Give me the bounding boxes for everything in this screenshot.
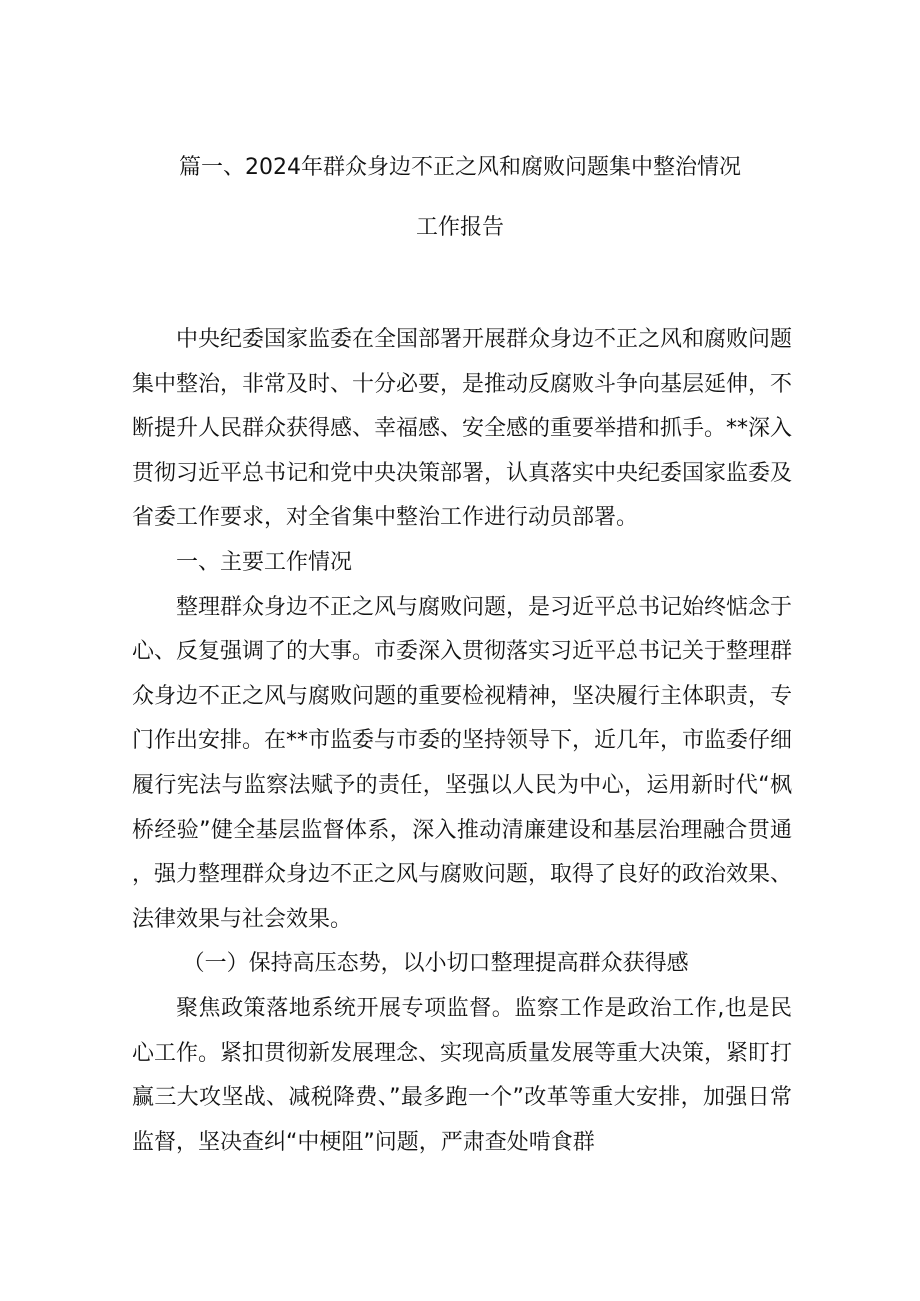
- section-heading-1: 一、主要工作情况: [176, 549, 353, 575]
- document-title-line-2: 工作报告: [415, 215, 504, 240]
- intro-paragraph: 中央纪委国家监委在全国部署开展群众身边不正之风和腐败问题集中整治，非常及时、十分必要，是推动反腐败斗争向基层延伸，不断提升人民群众获得感、幸福感、安全感的重要举措和抓手。**深入贯彻习近平总书记和党中央决策部署，认真落实中央纪委国家监委及省委工作要求，对全省集中整治工作进行动员部署。: [132, 327, 793, 531]
- section-1-paragraph: 整理群众身边不正之风与腐败问题，是习近平总书记始终惦念于心、反复强调了的大事。市委深入贯彻落实习近平总书记关于整理群众身边不正之风与腐败问题的重要检视精神，坚决履行主体职责，专门作出安排。在**市监委与市委的坚持领导下，近几年，市监委仔细履行宪法与监察法赋予的责任，坚强以人民为中心，运用新时代“枫桥经验”健全基层监督体系，深入推动清廉建设和基层治理融合贯通，强力整理群众身边不正之风与腐败问题，取得了良好的政治效果、法律效果与社会效果。: [132, 594, 793, 932]
- document-body: [132, 318, 792, 1165]
- subsection-1-paragraph: 聚焦政策落地系统开展专项监督。监察工作是政治工作,也是民心工作。紧扣贯彻新发展理念、实现高质量发展等重大决策，紧盯打赢三大攻坚战、减税降费、”最多跑一个”改革等重大安排，加强日常监督，坚决查纠“中梗阻”问题，严肃查处啃食群: [132, 995, 793, 1155]
- document-title-line-1: 篇一、2024年群众身边不正之风和腐败问题集中整治情况: [179, 155, 741, 180]
- subsection-heading-1: （一）保持高压态势，以小切口整理提高群众获得感: [182, 951, 689, 977]
